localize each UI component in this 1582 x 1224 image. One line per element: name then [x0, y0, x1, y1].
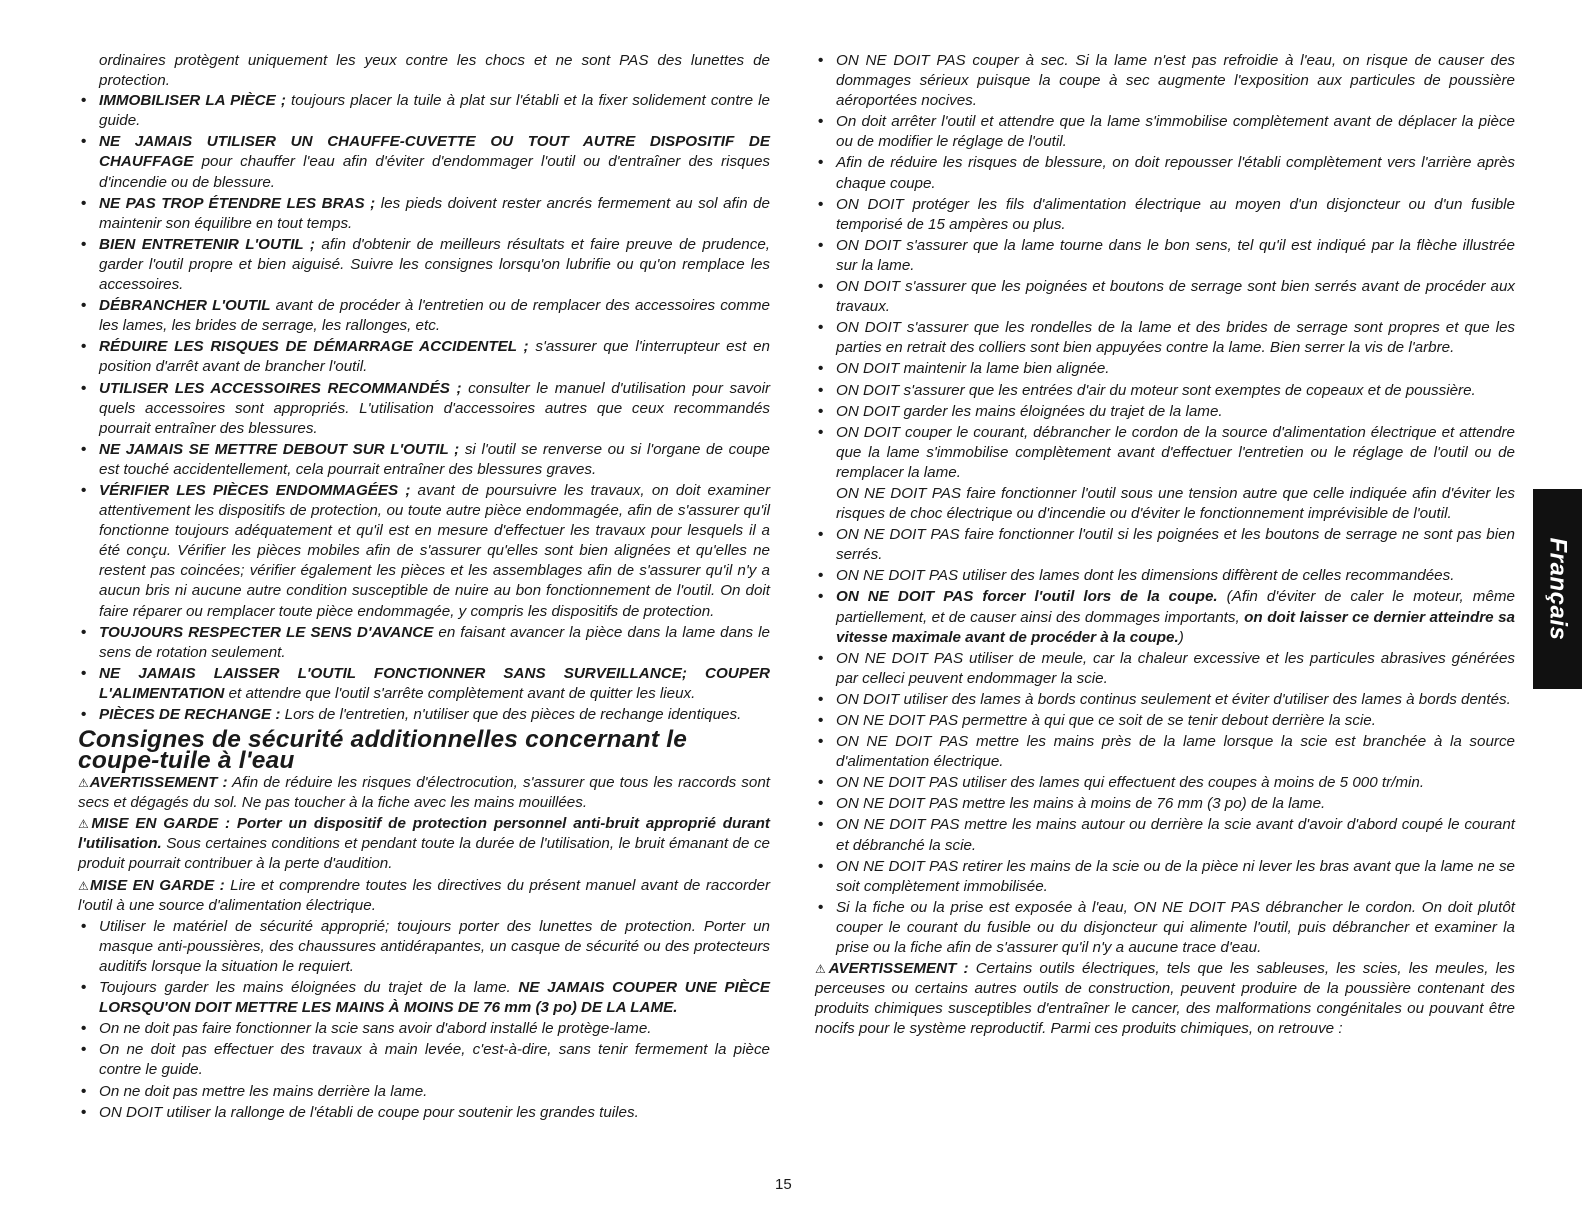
warning-icon: ⚠: [815, 962, 829, 977]
rules-list: [815, 51, 1515, 483]
list-item: • ON DOIT garder les mains éloignées du trajet de la lame.: [815, 402, 1515, 422]
list-item: • ON DOIT utiliser la rallonge de l'établi de coupe pour soutenir les grandes tuiles.: [78, 1103, 770, 1123]
language-tab-label: Français: [1544, 537, 1572, 641]
list-item: • RÉDUIRE LES RISQUES DE DÉMARRAGE ACCIDENTEL ; s'assurer que l'interrupteur est en position d'arrêt avant de brancher l'outil.: [78, 337, 770, 377]
intro-text: ordinaires protègent uniquement les yeux contre les chocs et ne sont PAS des lunettes de protection.: [99, 52, 770, 90]
right-column: [815, 51, 1515, 1041]
list-item: • ON DOIT s'assurer que la lame tourne dans le bon sens, tel qu'il est indiqué par la flèche illustrée sur la lame.: [815, 236, 1515, 276]
list-item: • ON NE DOIT PAS mettre les mains près de la lame lorsque la scie est branchée à la source d'alimentation électrique.: [815, 732, 1515, 772]
list-item: • ON DOIT utiliser des lames à bords continus seulement et éviter d'utiliser des lames à bords dentés.: [815, 690, 1515, 710]
warning-icon: ⚠: [78, 817, 92, 832]
safety-list: [78, 91, 770, 725]
list-item: • ON NE DOIT PAS utiliser de meule, car la chaleur excessive et les particules abrasives générées par celleci peuvent endommager la scie.: [815, 649, 1515, 689]
list-item: • ON DOIT protéger les fils d'alimentation électrique au moyen d'un disjoncteur ou d'un fusible temporisé de 15 ampères ou plus.: [815, 195, 1515, 235]
caution-paragraph: ⚠MISE EN GARDE : Porter un dispositif de protection personnel anti-bruit approprié durant l'utilisation. Sous certaines conditions et pendant toute la durée de l'utilisation, le bruit émanant de ce produit pourrait contribuer à la perte d'audition.: [78, 815, 770, 873]
list-item: • ON NE DOIT PAS utiliser des lames qui effectuent des coupes à moins de 5 000 tr/min.: [815, 773, 1515, 793]
list-item: • ON NE DOIT PAS mettre les mains à moins de 76 mm (3 po) de la lame.: [815, 794, 1515, 814]
list-item: • ON DOIT s'assurer que les entrées d'air du moteur sont exemptes de copeaux et de poussière.: [815, 381, 1515, 401]
list-item: • ON NE DOIT PAS couper à sec. Si la lame n'est pas refroidie à l'eau, on risque de causer des dommages sérieux puisque la coupe à sec augmente l'exposition aux particules de poussière aéroportées nocives.: [815, 51, 1515, 111]
caution-paragraph: ⚠MISE EN GARDE : Lire et comprendre toutes les directives du présent manuel avant de raccorder l'outil à une source d'alimentation électrique.: [78, 876, 771, 914]
list-item: • On doit arrêter l'outil et attendre que la lame s'immobilise complètement avant de déplacer la pièce ou de modifier le réglage de l'outil.: [815, 112, 1515, 152]
list-item: • ON DOIT couper le courant, débrancher le cordon de la source d'alimentation électrique et attendre que la lame s'immobilise complètement avant d'effectuer l'entretien ou le réglage de l'outil ou de remplacer la lame.: [815, 423, 1515, 483]
section-heading: Consignes de sécurité additionnelles concernant le coupe-tuile à l'eau: [78, 726, 688, 775]
list-item: • BIEN ENTRETENIR L'OUTIL ; afin d'obtenir de meilleurs résultats et faire preuve de prudence, garder l'outil propre et bien aiguisé. Suivre les consignes lorsqu'on lubrifie ou qu'on remplace les accessoires.: [78, 235, 770, 295]
list-item: • ON NE DOIT PAS utiliser des lames dont les dimensions diffèrent de celles recommandées.: [815, 566, 1515, 586]
list-item: • UTILISER LES ACCESSOIRES RECOMMANDÉS ; consulter le manuel d'utilisation pour savoir quels accessoires sont appropriés. L'utilisation d'accessoires autres que ceux recommandés pourrait entraîner des blessures.: [78, 379, 770, 439]
list-item: • On ne doit pas mettre les mains derrière la lame.: [78, 1082, 770, 1102]
list-item: • ON DOIT s'assurer que les poignées et boutons de serrage sont bien serrés avant de procéder aux travaux.: [815, 277, 1515, 317]
left-column: [78, 51, 770, 1124]
list-item: • ON DOIT s'assurer que les rondelles de la lame et des brides de serrage sont propres et que les parties en retrait des colliers sont bien appuyées contre la lame. Bien serrer la vis de l'arbre.: [815, 318, 1515, 358]
list-item: • TOUJOURS RESPECTER LE SENS D'AVANCE en faisant avancer la pièce dans la lame dans le sens de rotation seulement.: [78, 623, 770, 663]
list-item: • Si la fiche ou la prise est exposée à l'eau, ON NE DOIT PAS débrancher le cordon. On doit plutôt couper le courant du fusible ou du disjoncteur qui alimente l'outil, puis débrancher et examiner la prise ou la fiche afin de s'assurer qu'il n'y a aucune trace d'eau.: [815, 898, 1515, 958]
list-item: • On ne doit pas faire fonctionner la scie sans avoir d'abord installé le protège-lame.: [78, 1019, 770, 1039]
list-item: • Toujours garder les mains éloignées du trajet de la lame. NE JAMAIS COUPER UNE PIÈCE LORSQU'ON DOIT METTRE LES MAINS À MOINS DE 76 mm (3 po) DE LA LAME.: [78, 978, 770, 1018]
warning-paragraph: ⚠AVERTISSEMENT : Certains outils électriques, tels que les sableuses, les scies, les meules, les perceuses ou certains autres outils de construction, peuvent produire de la poussière contenant des produits chimiques susceptibles d'entraîner le cancer, des malformations congénitales ou pouvant être nocifs pour le système reproductif. Parmi ces produits chimiques, on retrouve :: [815, 960, 1515, 1038]
warning-icon: ⚠: [78, 878, 91, 893]
list-item: • NE JAMAIS UTILISER UN CHAUFFE-CUVETTE OU TOUT AUTRE DISPOSITIF DE CHAUFFAGE pour chauffer l'eau afin d'éviter d'endommager l'outil ou d'entraîner des risques d'incendie ou de blessure.: [78, 132, 770, 192]
list-item: • NE JAMAIS SE METTRE DEBOUT SUR L'OUTIL ; si l'outil se renverse ou si l'organe de coupe est touché accidentellement, cela pourrait entraîner des blessures graves.: [78, 440, 770, 480]
rules-list-2: [815, 525, 1515, 958]
warning-icon: ⚠: [78, 776, 90, 791]
list-item: • DÉBRANCHER L'OUTIL avant de procéder à l'entretien ou de remplacer des accessoires comme les lames, les brides de serrage, les rallonges, etc.: [78, 296, 770, 336]
language-tab: [1533, 489, 1582, 689]
list-item: • NE PAS TROP ÉTENDRE LES BRAS ; les pieds doivent rester ancrés fermement au sol afin de maintenir son équilibre en tout temps.: [78, 194, 770, 234]
list-item: • Afin de réduire les risques de blessure, on doit repousser l'établi complètement vers l'arrière après chaque coupe.: [815, 153, 1515, 193]
list-item: • ON NE DOIT PAS mettre les mains autour ou derrière la scie avant d'avoir d'abord coupé le courant et débranché la scie.: [815, 815, 1515, 855]
list-item: • ON NE DOIT PAS retirer les mains de la scie ou de la pièce ni lever les bras avant que la lame ne se soit complètement immobilisée.: [815, 857, 1515, 897]
list-item: • NE JAMAIS LAISSER L'OUTIL FONCTIONNER SANS SURVEILLANCE; COUPER L'ALIMENTATION et attendre que l'outil s'arrête complètement avant de quitter les lieux.: [78, 664, 770, 704]
list-item: • ON NE DOIT PAS forcer l'outil lors de la coupe. (Afin d'éviter de caler le moteur, même partiellement, et de causer ainsi des dommages importants, on doit laisser ce dernier atteindre sa vitesse maximale avant de procéder à la coupe.): [815, 587, 1515, 647]
list-item: • Utiliser le matériel de sécurité approprié; toujours porter des lunettes de protection. Porter un masque anti-poussières, des chaussures antidérapantes, un casque de sécurité ou des protecteurs auditifs lorsque la situation le requiert.: [78, 917, 770, 977]
list-item: • ON NE DOIT PAS permettre à qui que ce soit de se tenir debout derrière la scie.: [815, 711, 1515, 731]
list-item: • On ne doit pas effectuer des travaux à main levée, c'est-à-dire, sans tenir fermement la pièce contre le guide.: [78, 1040, 770, 1080]
page-number: 15: [775, 1176, 792, 1193]
list-item: • ON DOIT maintenir la lame bien alignée.: [815, 359, 1515, 379]
additional-safety-list: [78, 917, 770, 1123]
list-item: • VÉRIFIER LES PIÈCES ENDOMMAGÉES ; avant de poursuivre les travaux, on doit examiner attentivement les dispositifs de protection, ou toute autre pièce endommagée, afin de s'assurer qu'il fonctionne toujours adéquatement et qu'il est en mesure d'effectuer les travaux pour lesquels il a été conçu. Vérifier les pièces mobiles afin de s'assurer qu'elles sont bien alignées et qu'elles ne restent pas coincées; vérifier également les pièces et les assemblages afin de s'assurer qu'il n'y a aucun bris ni aucune autre condition susceptible de nuire au bon fonctionnement de l'outil. On doit faire réparer ou remplacer toute pièce endommagée, y compris les dispositifs de protection.: [78, 481, 770, 622]
list-item: • IMMOBILISER LA PIÈCE ; toujours placer la tuile à plat sur l'établi et la fixer solidement contre le guide.: [78, 91, 770, 131]
list-item: • ON NE DOIT PAS faire fonctionner l'outil si les poignées et les boutons de serrage ne sont pas bien serrés.: [815, 525, 1515, 565]
continuation-text: ON NE DOIT PAS faire fonctionner l'outil sous une tension autre que celle indiquée afin d'éviter les risques de choc électrique ou d'incendie ou d'éviter le fonctionnement imprévisible de l'outil.: [836, 484, 1515, 523]
list-item: • PIÈCES DE RECHANGE : Lors de l'entretien, n'utiliser que des pièces de rechange identiques.: [78, 705, 770, 725]
warning-paragraph: ⚠AVERTISSEMENT : Afin de réduire les risques d'électrocution, s'assurer que tous les raccords sont secs et dégagés du sol. Ne pas toucher à la fiche avec les mains mouillées.: [78, 774, 770, 812]
